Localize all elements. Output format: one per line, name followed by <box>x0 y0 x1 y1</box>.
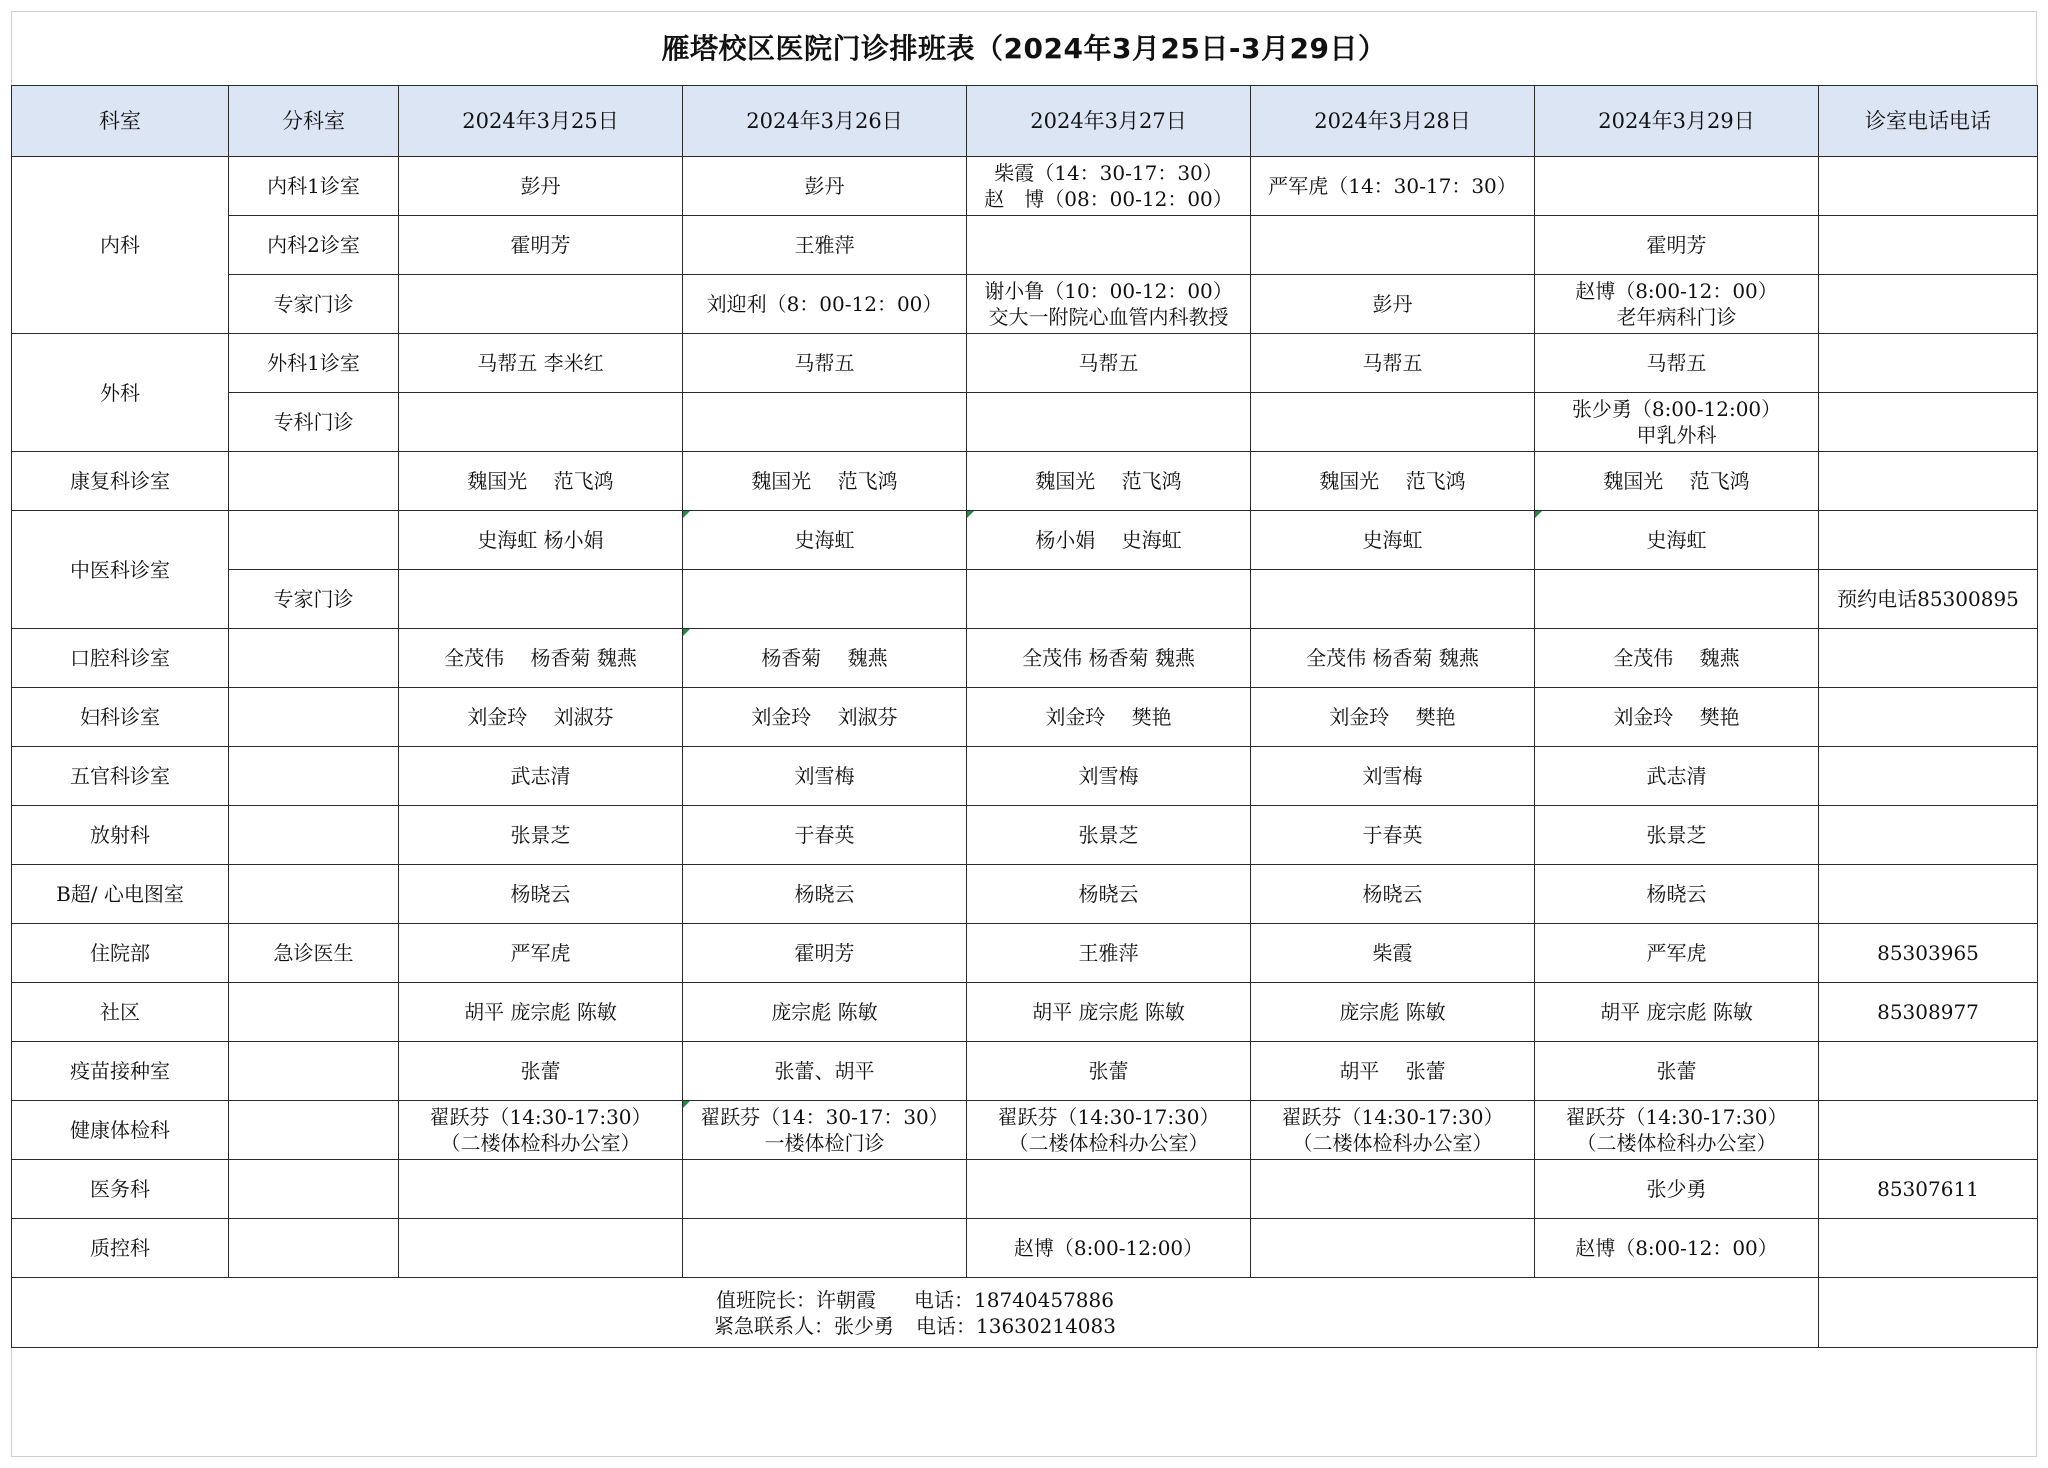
schedule-cell <box>1251 216 1535 275</box>
contact-info <box>12 1278 1819 1348</box>
subdept-cell <box>229 1219 399 1278</box>
schedule-cell: 张蕾 <box>1535 1042 1819 1101</box>
subdept-cell <box>229 629 399 688</box>
cell-line: 老年病科门诊 <box>1616 305 1737 329</box>
cell-line: 赵 博（08：00-12：00） <box>984 187 1233 211</box>
schedule-cell <box>967 1160 1251 1219</box>
table-row <box>12 806 2038 865</box>
table-row <box>12 452 2038 511</box>
table-row <box>12 334 2038 393</box>
schedule-cell: 刘金玲 刘淑芬 <box>683 688 967 747</box>
phone-cell <box>1819 275 2038 334</box>
schedule-cell: 刘金玲 樊艳 <box>1535 688 1819 747</box>
schedule-cell <box>967 1101 1251 1160</box>
cell-line: 柴霞（14：30-17：30） <box>994 161 1223 185</box>
schedule-cell: 王雅萍 <box>967 924 1251 983</box>
subdept-cell <box>229 1101 399 1160</box>
schedule-cell <box>1251 1219 1535 1278</box>
phone-cell <box>1819 1101 2038 1160</box>
table-row <box>12 511 2038 570</box>
cell-line: （二楼体检科办公室） <box>1292 1131 1493 1155</box>
schedule-cell: 胡平 张蕾 <box>1251 1042 1535 1101</box>
header-cell: 2024年3月29日 <box>1535 86 1819 157</box>
cell-line: 张少勇（8:00-12:00） <box>1571 397 1782 421</box>
schedule-cell: 胡平 庞宗彪 陈敏 <box>967 983 1251 1042</box>
schedule-cell: 杨晓云 <box>1251 865 1535 924</box>
schedule-cell: 张景芝 <box>967 806 1251 865</box>
phone-cell <box>1819 1042 2038 1101</box>
schedule-cell: 魏国光 范飞鸿 <box>683 452 967 511</box>
schedule-cell: 武志清 <box>399 747 683 806</box>
department-cell: 质控科 <box>12 1219 229 1278</box>
phone-cell <box>1819 334 2038 393</box>
schedule-cell: 马帮五 <box>967 334 1251 393</box>
schedule-cell: 魏国光 范飞鸿 <box>1251 452 1535 511</box>
department-cell: 口腔科诊室 <box>12 629 229 688</box>
footer-row <box>12 1278 2038 1348</box>
cell-line: 翟跃芬（14:30-17:30） <box>429 1105 652 1129</box>
schedule-cell: 于春英 <box>1251 806 1535 865</box>
department-cell: 内科 <box>12 157 229 334</box>
subdept-cell <box>229 452 399 511</box>
schedule-cell: 刘金玲 樊艳 <box>967 688 1251 747</box>
schedule-cell: 霍明芳 <box>683 924 967 983</box>
schedule-cell <box>683 570 967 629</box>
phone-cell <box>1819 511 2038 570</box>
phone-cell <box>1819 806 2038 865</box>
schedule-cell: 严军虎 <box>399 924 683 983</box>
schedule-cell: 史海虹 <box>1251 511 1535 570</box>
cell-line: 翟跃芬（14:30-17:30） <box>1281 1105 1504 1129</box>
page-title: 雁塔校区医院门诊排班表（2024年3月25日-3月29日） <box>661 32 1387 65</box>
table-row <box>12 1042 2038 1101</box>
emergency-contact: 紧急联系人：张少勇 <box>714 1313 894 1338</box>
subdept-cell: 内科2诊室 <box>229 216 399 275</box>
schedule-cell <box>399 1101 683 1160</box>
schedule-cell: 杨晓云 <box>683 865 967 924</box>
table-row <box>12 629 2038 688</box>
schedule-cell: 胡平 庞宗彪 陈敏 <box>399 983 683 1042</box>
header-cell: 诊室电话电话 <box>1819 86 2038 157</box>
schedule-cell: 马帮五 <box>1535 334 1819 393</box>
schedule-cell <box>1251 393 1535 452</box>
department-cell: B超/ 心电图室 <box>12 865 229 924</box>
subdept-cell <box>229 983 399 1042</box>
department-cell: 放射科 <box>12 806 229 865</box>
schedule-cell: 杨晓云 <box>967 865 1251 924</box>
schedule-cell <box>967 216 1251 275</box>
schedule-cell: 赵博（8:00-12:00） <box>967 1219 1251 1278</box>
schedule-cell: 史海虹 杨小娟 <box>399 511 683 570</box>
subdept-cell <box>229 688 399 747</box>
schedule-cell: 杨晓云 <box>399 865 683 924</box>
department-cell: 医务科 <box>12 1160 229 1219</box>
schedule-cell: 刘金玲 樊艳 <box>1251 688 1535 747</box>
subdept-cell <box>229 865 399 924</box>
schedule-cell: 刘雪梅 <box>967 747 1251 806</box>
schedule-cell: 魏国光 范飞鸿 <box>1535 452 1819 511</box>
schedule-cell <box>1535 393 1819 452</box>
schedule-cell: 杨晓云 <box>1535 865 1819 924</box>
subdept-cell <box>229 1160 399 1219</box>
phone-cell <box>1819 629 2038 688</box>
schedule-cell: 刘迎利（8：00-12：00） <box>683 275 967 334</box>
schedule-cell: 庞宗彪 陈敏 <box>1251 983 1535 1042</box>
duty-line <box>16 1287 1814 1313</box>
department-cell: 五官科诊室 <box>12 747 229 806</box>
schedule-cell <box>399 570 683 629</box>
department-cell: 外科 <box>12 334 229 452</box>
schedule-cell: 张蕾 <box>967 1042 1251 1101</box>
cell-line: 翟跃芬（14:30-17:30） <box>1565 1105 1788 1129</box>
duty-director: 值班院长：许朝霞 <box>716 1287 876 1312</box>
schedule-cell: 霍明芳 <box>1535 216 1819 275</box>
table-row <box>12 216 2038 275</box>
schedule-cell: 严军虎 <box>1535 924 1819 983</box>
schedule-cell <box>1535 275 1819 334</box>
schedule-cell: 杨香菊 魏燕 <box>683 629 967 688</box>
emergency-line <box>16 1313 1814 1339</box>
schedule-cell <box>967 157 1251 216</box>
phone-cell: 预约电话85300895 <box>1819 570 2038 629</box>
phone-cell <box>1819 865 2038 924</box>
table-row <box>12 275 2038 334</box>
schedule-cell: 霍明芳 <box>399 216 683 275</box>
phone-cell: 85308977 <box>1819 983 2038 1042</box>
table-row <box>12 1219 2038 1278</box>
table-row <box>12 570 2038 629</box>
cell-line: 一楼体检门诊 <box>764 1131 885 1155</box>
schedule-cell: 张景芝 <box>1535 806 1819 865</box>
schedule-cell: 赵博（8:00-12：00） <box>1535 1219 1819 1278</box>
schedule-cell: 王雅萍 <box>683 216 967 275</box>
header-cell: 2024年3月28日 <box>1251 86 1535 157</box>
schedule-cell: 胡平 庞宗彪 陈敏 <box>1535 983 1819 1042</box>
schedule-cell: 史海虹 <box>1535 511 1819 570</box>
header-cell: 2024年3月27日 <box>967 86 1251 157</box>
schedule-cell: 杨小娟 史海虹 <box>967 511 1251 570</box>
header-row <box>12 86 2038 157</box>
schedule-cell: 全茂伟 杨香菊 魏燕 <box>399 629 683 688</box>
header-cell: 科室 <box>12 86 229 157</box>
table-row <box>12 983 2038 1042</box>
table-row <box>12 1101 2038 1160</box>
schedule-cell: 全茂伟 杨香菊 魏燕 <box>967 629 1251 688</box>
subdept-cell: 急诊医生 <box>229 924 399 983</box>
phone-cell <box>1819 1219 2038 1278</box>
schedule-cell <box>683 1160 967 1219</box>
subdept-cell: 内科1诊室 <box>229 157 399 216</box>
department-cell: 健康体检科 <box>12 1101 229 1160</box>
phone-cell <box>1819 393 2038 452</box>
header-cell: 2024年3月25日 <box>399 86 683 157</box>
schedule-cell: 刘雪梅 <box>1251 747 1535 806</box>
schedule-cell <box>1251 1160 1535 1219</box>
phone-cell: 85303965 <box>1819 924 2038 983</box>
cell-line: 赵博（8:00-12：00） <box>1575 279 1778 303</box>
subdept-cell: 外科1诊室 <box>229 334 399 393</box>
department-cell: 康复科诊室 <box>12 452 229 511</box>
table-row <box>12 157 2038 216</box>
cell-line: 交大一附院心血管内科教授 <box>988 305 1229 329</box>
schedule-cell <box>399 1219 683 1278</box>
phone-cell <box>1819 452 2038 511</box>
schedule-cell <box>683 393 967 452</box>
schedule-cell: 全茂伟 杨香菊 魏燕 <box>1251 629 1535 688</box>
phone-cell <box>1819 747 2038 806</box>
schedule-cell: 马帮五 <box>683 334 967 393</box>
phone-cell: 85307611 <box>1819 1160 2038 1219</box>
department-cell: 中医科诊室 <box>12 511 229 629</box>
subdept-cell: 专家门诊 <box>229 275 399 334</box>
cell-line: 甲乳外科 <box>1636 423 1717 447</box>
phone-cell <box>1819 216 2038 275</box>
schedule-cell: 武志清 <box>1535 747 1819 806</box>
schedule-cell <box>683 1101 967 1160</box>
schedule-cell <box>683 1219 967 1278</box>
schedule-cell <box>967 570 1251 629</box>
schedule-cell <box>1535 1101 1819 1160</box>
table-row <box>12 747 2038 806</box>
schedule-cell: 于春英 <box>683 806 967 865</box>
schedule-cell: 刘金玲 刘淑芬 <box>399 688 683 747</box>
schedule-cell: 彭丹 <box>1251 275 1535 334</box>
duty-phone: 电话：18740457886 <box>914 1287 1114 1312</box>
schedule-cell: 张景芝 <box>399 806 683 865</box>
phone-cell <box>1819 157 2038 216</box>
table-row <box>12 865 2038 924</box>
table-row <box>12 393 2038 452</box>
schedule-table <box>11 85 2038 1348</box>
schedule-cell <box>399 1160 683 1219</box>
schedule-cell: 史海虹 <box>683 511 967 570</box>
schedule-cell: 魏国光 范飞鸿 <box>967 452 1251 511</box>
subdept-cell <box>229 511 399 570</box>
header-cell: 2024年3月26日 <box>683 86 967 157</box>
subdept-cell: 专家门诊 <box>229 570 399 629</box>
subdept-cell: 专科门诊 <box>229 393 399 452</box>
cell-line: （二楼体检科办公室） <box>1576 1131 1777 1155</box>
subdept-cell <box>229 1042 399 1101</box>
table-row <box>12 924 2038 983</box>
header-cell: 分科室 <box>229 86 399 157</box>
schedule-cell: 柴霞 <box>1251 924 1535 983</box>
schedule-cell <box>1251 570 1535 629</box>
schedule-cell: 严军虎（14：30-17：30） <box>1251 157 1535 216</box>
phone-cell <box>1819 688 2038 747</box>
department-cell: 妇科诊室 <box>12 688 229 747</box>
schedule-cell: 张蕾 <box>399 1042 683 1101</box>
schedule-cell: 张少勇 <box>1535 1160 1819 1219</box>
cell-line: 谢小鲁（10：00-12：00） <box>984 279 1233 303</box>
schedule-cell: 马帮五 李米红 <box>399 334 683 393</box>
schedule-cell: 庞宗彪 陈敏 <box>683 983 967 1042</box>
schedule-cell <box>1535 157 1819 216</box>
schedule-cell: 刘雪梅 <box>683 747 967 806</box>
cell-line: （二楼体检科办公室） <box>1008 1131 1209 1155</box>
schedule-cell <box>1251 1101 1535 1160</box>
department-cell: 疫苗接种室 <box>12 1042 229 1101</box>
schedule-cell <box>967 275 1251 334</box>
subdept-cell <box>229 806 399 865</box>
schedule-cell: 张蕾、胡平 <box>683 1042 967 1101</box>
cell-line: 翟跃芬（14:30-17:30） <box>997 1105 1220 1129</box>
schedule-cell <box>967 393 1251 452</box>
cell-line: （二楼体检科办公室） <box>440 1131 641 1155</box>
schedule-cell <box>399 275 683 334</box>
table-row <box>12 1160 2038 1219</box>
schedule-cell: 彭丹 <box>399 157 683 216</box>
phone-cell <box>1819 1278 2038 1348</box>
department-cell: 住院部 <box>12 924 229 983</box>
schedule-cell: 魏国光 范飞鸿 <box>399 452 683 511</box>
schedule-cell <box>1535 570 1819 629</box>
cell-line: 翟跃芬（14：30-17：30） <box>700 1105 949 1129</box>
subdept-cell <box>229 747 399 806</box>
emergency-phone: 电话：13630214083 <box>916 1313 1116 1338</box>
schedule-cell <box>399 393 683 452</box>
schedule-cell: 全茂伟 魏燕 <box>1535 629 1819 688</box>
schedule-cell: 彭丹 <box>683 157 967 216</box>
department-cell: 社区 <box>12 983 229 1042</box>
schedule-cell: 马帮五 <box>1251 334 1535 393</box>
table-row <box>12 688 2038 747</box>
